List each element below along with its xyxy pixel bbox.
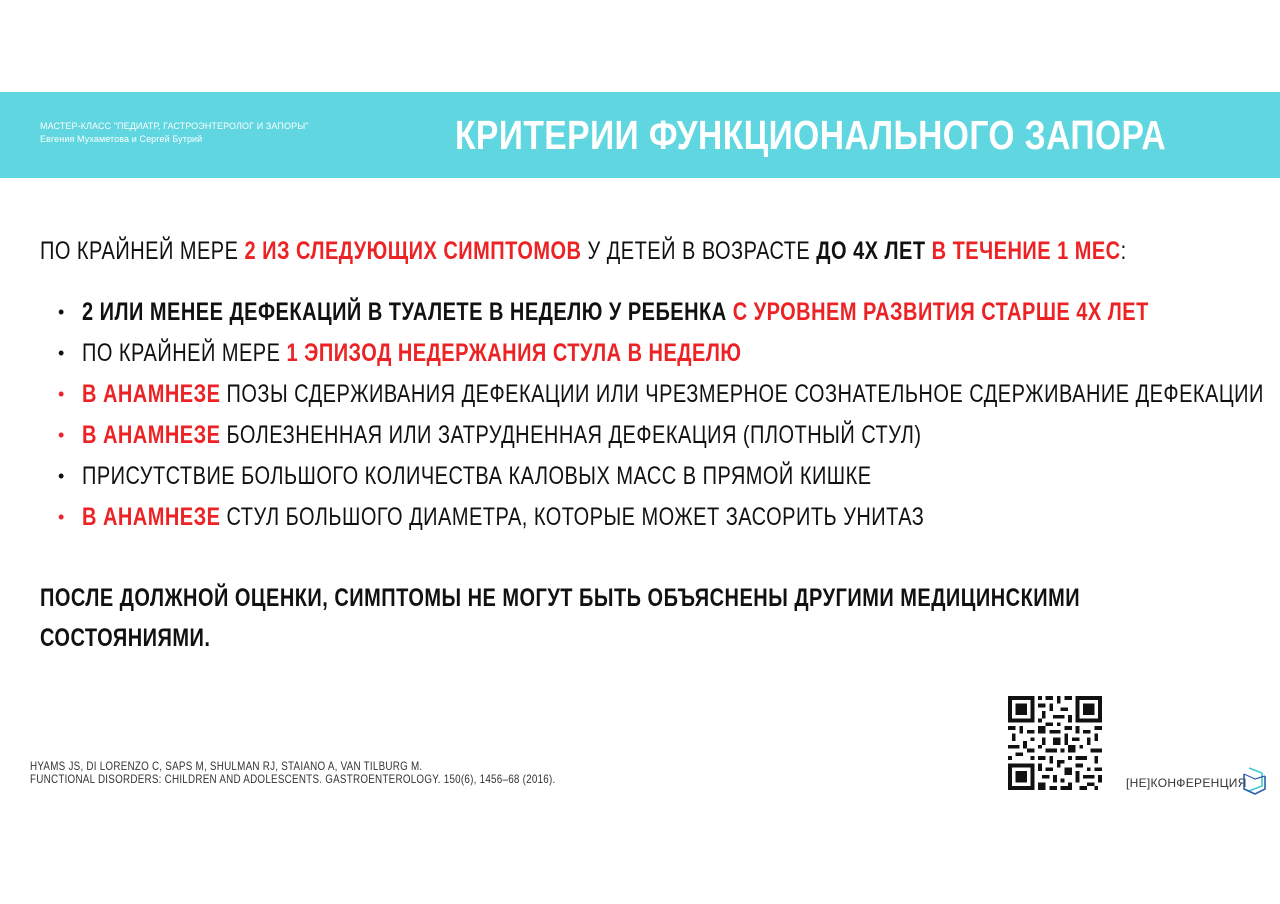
masterclass-name: МАСТЕР-КЛАСС "ПЕДИАТР, ГАСТРОЭНТЕРОЛОГ И ЗАПОРЫ" — [40, 121, 309, 131]
criteria-text-highlight: В АНАМНЕЗЕ — [82, 380, 221, 408]
bullet-icon: • — [58, 466, 65, 486]
criteria-text-main: СТУЛ БОЛЬШОГО ДИАМЕТРА, КОТОРЫЕ МОЖЕТ ЗАСОРИТЬ УНИТАЗ — [220, 503, 925, 531]
criteria-text-main: 2 ИЛИ МЕНЕЕ ДЕФЕКАЦИЙ В ТУАЛЕТЕ В НЕДЕЛЮ У РЕБЕНКА — [82, 298, 733, 326]
masterclass-subtitle — [40, 120, 400, 146]
criteria-text — [82, 374, 1280, 414]
criteria-text-main: ПОЗЫ СДЕРЖИВАНИЯ ДЕФЕКАЦИИ ИЛИ ЧРЕЗМЕРНОЕ СОЗНАТЕЛЬНОЕ СДЕРЖИВАНИЕ ДЕФЕКАЦИИ — [220, 380, 1264, 408]
intro-highlight-duration: В ТЕЧЕНИЕ 1 МЕС — [925, 237, 1121, 265]
exclusion-note-line-2: СОСТОЯНИЯМИ. — [40, 624, 211, 652]
criteria-text-highlight: 1 ЭПИЗОД НЕДЕРЖАНИЯ СТУЛА В НЕДЕЛЮ — [286, 339, 742, 367]
criteria-text — [82, 333, 1280, 373]
intro-highlight-count: 2 ИЗ СЛЕДУЮЩИХ СИМПТОМОВ — [244, 237, 582, 265]
bullet-icon: • — [58, 302, 65, 322]
slide-title: КРИТЕРИИ ФУНКЦИОНАЛЬНОГО ЗАПОРА — [455, 112, 1167, 158]
bullet-icon: • — [58, 425, 65, 445]
criteria-text-main: ПРИСУТСТВИЕ БОЛЬШОГО КОЛИЧЕСТВА КАЛОВЫХ МАСС В ПРЯМОЙ КИШКЕ — [82, 462, 872, 490]
authors: Евгения Мухаметова и Сергей Бутрий — [40, 134, 203, 144]
reference-line-1: HYAMS JS, DI LORENZO C, SAPS M, SHULMAN RJ, STAIANO A, VAN TILBURG M. — [30, 759, 423, 773]
criteria-text — [82, 456, 1280, 496]
cube-logo-icon — [1240, 766, 1268, 796]
intro-part-3: У ДЕТЕЙ В ВОЗРАСТЕ — [581, 237, 817, 265]
reference-line-2: FUNCTIONAL DISORDERS: CHILDREN AND ADOLESCENTS. GASTROENTEROLOGY. 150(6), 1456–68 (2016). — [30, 772, 556, 786]
exclusion-note-line-1: ПОСЛЕ ДОЛЖНОЙ ОЦЕНКИ, СИМПТОМЫ НЕ МОГУТ БЫТЬ ОБЪЯСНЕНЫ ДРУГИМИ МЕДИЦИНСКИМИ — [40, 584, 1081, 612]
bullet-icon: • — [58, 384, 65, 404]
criteria-text-main: ПО КРАЙНЕЙ МЕРЕ — [82, 339, 287, 367]
reference-citation — [30, 760, 686, 786]
exclusion-note — [40, 578, 1080, 658]
intro-part-1: ПО КРАЙНЕЙ МЕРЕ — [40, 237, 245, 265]
criteria-text-highlight: С УРОВНЕМ РАЗВИТИЯ СТАРШЕ 4Х ЛЕТ — [732, 298, 1149, 326]
brand-name: [НЕ]КОНФЕРЕНЦИЯ — [1126, 776, 1247, 790]
intro-colon: : — [1120, 237, 1127, 265]
bullet-icon: • — [58, 343, 65, 363]
intro-age: ДО 4Х ЛЕТ — [816, 237, 926, 265]
criteria-text — [82, 415, 1280, 455]
criteria-text-highlight: В АНАМНЕЗЕ — [82, 503, 221, 531]
criteria-text — [82, 292, 1280, 332]
criteria-text-highlight: В АНАМНЕЗЕ — [82, 421, 221, 449]
intro-text — [40, 234, 1240, 268]
criteria-text — [82, 497, 1280, 537]
bullet-icon: • — [58, 507, 65, 527]
qr-code-icon — [1008, 696, 1102, 790]
criteria-text-main: БОЛЕЗНЕННАЯ ИЛИ ЗАТРУДНЕННАЯ ДЕФЕКАЦИЯ (ПЛОТНЫЙ СТУЛ) — [220, 421, 922, 449]
